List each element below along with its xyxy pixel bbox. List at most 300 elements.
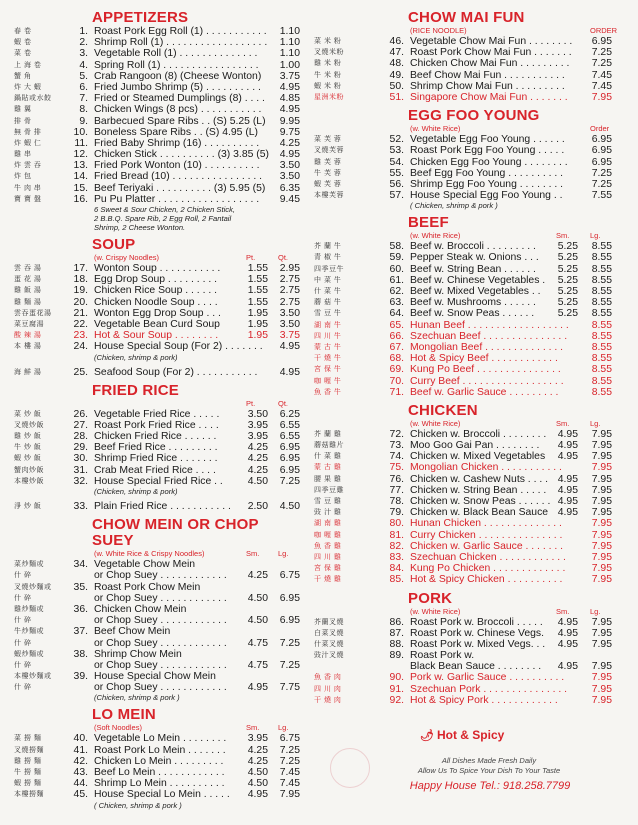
price-large: 3.75 xyxy=(279,330,300,342)
menu-item xyxy=(14,104,300,115)
column-label-p2: Lg. xyxy=(278,549,289,559)
item-number: 23. xyxy=(73,330,88,342)
chinese-name: 本樓炒飯 xyxy=(14,477,44,485)
menu-item xyxy=(14,593,300,604)
price-large: 7.95 xyxy=(591,683,612,695)
menu-item xyxy=(314,179,612,190)
menu-item xyxy=(14,733,300,744)
section-title-appetizers: APPETIZERS xyxy=(92,9,189,26)
item-number: 91. xyxy=(389,683,404,695)
price-small: 4.25 xyxy=(247,570,268,582)
item-number: 18. xyxy=(73,274,88,286)
menu-item xyxy=(14,559,300,570)
menu-item xyxy=(314,617,612,628)
item-name: Shrimp Lo Mein . . . . . . . . . . xyxy=(94,778,225,790)
price-large: 3.75 xyxy=(279,70,300,82)
menu-item xyxy=(314,145,612,156)
price-large: 4.50 xyxy=(279,501,300,512)
item-name: Beef Fried Rice . . . . . . . . . xyxy=(94,442,218,454)
menu-item xyxy=(314,353,612,364)
price-large: 7.25 xyxy=(279,659,300,671)
price-small: 1.55 xyxy=(247,285,268,297)
chinese-name: 牛 米 粉 xyxy=(314,71,342,79)
section-title-chicken: CHICKEN xyxy=(408,401,478,419)
price-large: 7.95 xyxy=(591,91,612,103)
price-large: 7.95 xyxy=(591,563,612,575)
chinese-name: 牛 芙 蓉 xyxy=(314,169,342,177)
item-name: Fried or Steamed Dumplings (8) . . . . xyxy=(94,93,265,105)
price-small: 4.25 xyxy=(247,464,268,476)
price-small: 5.25 xyxy=(557,297,578,309)
menu-item xyxy=(314,650,612,661)
item-name: Roast Pork w. Mixed Vegs. . . xyxy=(410,638,546,650)
chinese-name: 中 菜 牛 xyxy=(314,276,342,284)
chinese-name: 本 樓 湯 xyxy=(14,343,42,351)
price-large: 6.35 xyxy=(279,182,300,194)
price-large: 6.25 xyxy=(279,408,300,420)
chinese-name: 牛 炒 飯 xyxy=(14,444,42,452)
item-number: 17. xyxy=(73,263,88,274)
item-number: 24. xyxy=(73,341,88,353)
section-subheader xyxy=(410,607,612,617)
item-number: 12. xyxy=(73,149,88,161)
menu-item xyxy=(314,451,612,462)
item-name: Roast Pork w. xyxy=(410,650,475,662)
item-name: Hot & Spicy Chicken . . . . . . . . . . xyxy=(410,574,563,586)
price-large: 6.95 xyxy=(279,592,300,604)
price-large: 8.55 xyxy=(591,330,612,342)
item-number: 82. xyxy=(389,540,404,552)
price-small: 1.55 xyxy=(247,263,268,274)
price-small: 4.25 xyxy=(247,453,268,465)
item-number: 65. xyxy=(389,319,404,331)
section-title-beef: BEEF xyxy=(408,214,449,232)
section-title-chow-mai-fun: CHOW MAI FUN xyxy=(408,9,525,26)
price-large: 7.95 xyxy=(591,473,612,485)
chinese-name: 四季豆雞 xyxy=(314,486,344,494)
item-name: Roast Pork w. Chinese Vegs. xyxy=(410,627,544,639)
item-number: 59. xyxy=(389,252,404,264)
chinese-name: 什 碎 xyxy=(14,661,32,669)
item-name: Vegetable Lo Mein . . . . . . . . xyxy=(94,733,227,745)
price-large: 7.25 xyxy=(279,475,300,487)
item-name: Kung Po Chicken . . . . . . . . . . . . . xyxy=(410,563,566,575)
item-name: Vegetable Egg Foo Young . . . . . . xyxy=(410,134,565,146)
item-description: (Chicken, shrimp & pork) xyxy=(94,487,178,496)
chinese-name: 本樓芙蓉 xyxy=(314,192,344,200)
chinese-name: 淨 炒 飯 xyxy=(14,503,42,510)
item-name: Roast Pork Chow Mein xyxy=(94,581,201,593)
menu-item xyxy=(314,530,612,541)
item-number: 88. xyxy=(389,638,404,650)
price-small: 4.95 xyxy=(557,638,578,650)
menu-item xyxy=(14,48,300,59)
chinese-name: 芥 蘭 雞 xyxy=(314,430,342,438)
menu-item xyxy=(14,626,300,637)
price-large: 7.25 xyxy=(279,637,300,649)
chinese-name: 宮 保 雞 xyxy=(314,565,342,573)
left-column xyxy=(14,10,300,815)
item-number: 81. xyxy=(389,529,404,541)
item-number: 35. xyxy=(73,581,88,593)
section-subheader xyxy=(94,723,300,733)
chinese-name: 什 碎 xyxy=(14,684,32,692)
price-large: 6.95 xyxy=(279,442,300,454)
column-label-p1: Sm. xyxy=(556,606,570,616)
item-number: 72. xyxy=(389,428,404,440)
stamp-seal xyxy=(330,748,370,788)
chinese-name: 炸 雲 吞 xyxy=(14,162,42,170)
item-number: 36. xyxy=(73,603,88,615)
section-title-soup: SOUP xyxy=(92,236,136,253)
price-small: 5.25 xyxy=(557,263,578,275)
item-name: Vegetable Bean Curd Soup xyxy=(94,318,220,330)
price-large: 7.95 xyxy=(279,789,300,801)
chinese-name: 蒙 古 雞 xyxy=(314,464,342,472)
item-name: Wonton Soup . . . . . . . . . . . xyxy=(94,263,221,274)
item-name: Spring Roll (1) . . . . . . . . . . . . . . . . . xyxy=(94,59,259,71)
price-large: 8.55 xyxy=(591,353,612,365)
menu-item xyxy=(14,649,300,660)
menu-item xyxy=(314,320,612,331)
section-title-fried-rice: FRIED RICE xyxy=(92,381,180,399)
menu-item xyxy=(14,476,300,487)
price-large: 6.95 xyxy=(591,134,612,146)
price-large: 9.75 xyxy=(279,126,300,138)
item-name: Beef Chow Mein xyxy=(94,626,171,638)
item-name: or Chop Suey . . . . . . . . . . . . xyxy=(94,637,227,649)
price-large: 3.50 xyxy=(279,171,300,183)
price-large: 7.25 xyxy=(591,58,612,70)
item-name: Chicken w. Cashew Nuts . . . . xyxy=(410,473,549,485)
chinese-name: 炸 包 xyxy=(14,173,32,181)
chinese-name: 雞 炒 飯 xyxy=(14,433,42,441)
menu-item xyxy=(14,745,300,756)
menu-item xyxy=(14,319,300,330)
chinese-name: 什菜叉燒 xyxy=(314,640,344,648)
price-large: 8.55 xyxy=(591,263,612,275)
right-column xyxy=(314,9,618,711)
item-number: 28. xyxy=(73,431,88,443)
menu-item xyxy=(314,563,612,574)
price-small: 4.95 xyxy=(557,616,578,628)
item-name: Beef w. Mushrooms . . . . . . xyxy=(410,297,536,309)
chinese-name: 豉 汁 雞 xyxy=(314,509,342,517)
price-large: 7.95 xyxy=(591,428,612,440)
price-large: 2.75 xyxy=(279,274,300,286)
item-number: 41. xyxy=(73,744,88,756)
price-large: 6.55 xyxy=(279,419,300,431)
price-small: 1.95 xyxy=(247,307,268,319)
item-number: 78. xyxy=(389,496,404,507)
chinese-name: 蝦 卷 xyxy=(14,39,32,47)
menu-item xyxy=(314,684,612,695)
item-name: Chicken Stick . . . . . . . . . . (3) 3.85 (5) xyxy=(94,149,269,161)
chinese-name: 蝦 炒 飯 xyxy=(14,455,42,463)
price-small: 4.95 xyxy=(557,440,578,452)
section-title-lo-mein: LO MEIN xyxy=(92,706,156,724)
price-small: 4.25 xyxy=(247,744,268,756)
item-number: 66. xyxy=(389,330,404,342)
item-name: Roast Pork Chow Mai Fun . . . . . . . xyxy=(410,47,572,59)
menu-item xyxy=(314,440,612,451)
item-name: Chicken w. Garlic Sauce . . . . . . . xyxy=(410,540,564,552)
price-large: 9.45 xyxy=(279,193,300,205)
menu-item xyxy=(14,149,300,160)
item-number: 3. xyxy=(79,48,88,60)
item-description: Shrimp, 2 Cheese Wonton. xyxy=(94,223,186,232)
pepper-icon: 🌶 xyxy=(420,730,434,742)
price-small: 5.25 xyxy=(557,308,578,320)
chinese-name: 什 碎 xyxy=(14,594,32,602)
price-small: 4.75 xyxy=(247,637,268,649)
chinese-name: 星洲米粉 xyxy=(314,93,344,101)
menu-item xyxy=(14,60,300,71)
menu-item xyxy=(314,541,612,552)
item-name: Hunan Beef . . . . . . . . . . . . . . . . . . xyxy=(410,319,569,331)
item-number: 16. xyxy=(73,193,88,205)
item-name: Crab Meat Fried Rice . . . . xyxy=(94,464,216,476)
menu-item xyxy=(314,639,612,650)
item-number: 31. xyxy=(73,464,88,476)
menu-item xyxy=(314,252,612,263)
menu-item xyxy=(314,485,612,496)
item-name: Vegetable Fried Rice . . . . . xyxy=(94,408,220,420)
chinese-name: 叉燒撈麵 xyxy=(14,746,44,754)
chinese-name: 四季豆牛 xyxy=(314,265,344,273)
chinese-name: 蝦 米 粉 xyxy=(314,82,342,90)
chinese-name: 叉燒芙蓉 xyxy=(314,147,344,155)
item-number: 43. xyxy=(73,767,88,778)
chinese-name: 四 川 肉 xyxy=(314,685,342,693)
item-name: Roast Pork Egg Roll (1) . . . . . . . . . . . xyxy=(94,26,267,37)
chinese-name: 青 椒 牛 xyxy=(314,254,342,262)
column-label-p1: Sm. xyxy=(556,418,570,428)
price-large: 4.95 xyxy=(279,149,300,161)
price-large: 2.95 xyxy=(279,263,300,274)
price-large: 4.95 xyxy=(279,81,300,93)
chinese-name: 雞 飯 湯 xyxy=(14,287,42,295)
item-number: 7. xyxy=(79,93,88,105)
price-large: 8.55 xyxy=(591,375,612,387)
item-name: Fried Baby Shrimp (16) . . . . . . . . . . xyxy=(94,137,260,149)
item-number: 42. xyxy=(73,755,88,767)
price-large: 1.10 xyxy=(279,26,300,37)
item-number: 45. xyxy=(73,789,88,801)
section-note: (w. White Rice) xyxy=(410,418,461,428)
hot-spicy-legend xyxy=(420,728,504,742)
item-number: 15. xyxy=(73,182,88,194)
price-large: 7.95 xyxy=(591,551,612,563)
price-small: 3.50 xyxy=(247,408,268,420)
item-number: 19. xyxy=(73,285,88,297)
item-name: House Special Soup (For 2) . . . . . . . xyxy=(94,341,263,353)
menu-item xyxy=(14,671,300,682)
item-name: Kung Po Beef . . . . . . . . . . . . . . . xyxy=(410,364,561,376)
item-number: 90. xyxy=(389,672,404,684)
menu-item xyxy=(314,574,612,585)
chinese-name: 雞 芙 蓉 xyxy=(314,158,342,166)
item-number: 2. xyxy=(79,37,88,49)
menu-item xyxy=(14,582,300,593)
price-small: 5.25 xyxy=(557,241,578,253)
chinese-name: 干 燒 肉 xyxy=(314,696,342,704)
item-number: 4. xyxy=(79,59,88,71)
menu-item xyxy=(14,297,300,308)
menu-item xyxy=(314,36,612,47)
item-number: 92. xyxy=(389,694,404,706)
menu-item xyxy=(14,615,300,626)
item-name: Roast Pork Egg Foo Young . . . . . xyxy=(410,145,565,157)
price-large: 7.95 xyxy=(591,529,612,541)
item-name: Fried Jumbo Shrimp (5) . . . . . . . . . . xyxy=(94,81,261,93)
menu-item xyxy=(14,26,300,37)
section-subheader xyxy=(410,26,618,36)
menu-item xyxy=(14,127,300,138)
price-large: 8.55 xyxy=(591,274,612,286)
item-name: Chicken Noodle Soup . . . . xyxy=(94,296,218,308)
item-name: Chicken w. Black Bean Sauce xyxy=(410,507,549,519)
price-large: 7.95 xyxy=(591,672,612,684)
menu-item xyxy=(14,756,300,767)
menu-item xyxy=(314,429,612,440)
section-title-egg-foo-young: EGG FOO YOUNG xyxy=(408,107,540,125)
price-large: 7.95 xyxy=(591,661,612,673)
chinese-name: 上 海 卷 xyxy=(14,61,42,69)
price-large: 7.25 xyxy=(591,178,612,190)
menu-item xyxy=(14,501,300,512)
price-large: 1.00 xyxy=(279,59,300,71)
item-name: Mongolian Chicken . . . . . . . . . . . xyxy=(410,462,562,474)
item-number: 21. xyxy=(73,307,88,319)
menu-item xyxy=(14,465,300,476)
column-label-p1: Sm. xyxy=(246,723,260,733)
menu-item xyxy=(14,330,300,341)
item-number: 44. xyxy=(73,778,88,790)
chinese-name: 湖 南 雞 xyxy=(314,520,342,528)
item-number: 8. xyxy=(79,104,88,116)
price-small: 4.75 xyxy=(247,659,268,671)
chinese-name: 叉燒炒飯 xyxy=(14,421,44,429)
price-large: 8.55 xyxy=(591,252,612,264)
item-name: Pork w. Garlic Sauce . . . . . . . . . . xyxy=(410,672,565,684)
item-number: 87. xyxy=(389,627,404,639)
chinese-name: 春 卷 xyxy=(14,28,32,35)
item-number: 40. xyxy=(73,733,88,745)
item-name: Egg Drop Soup . . . . . . . . . xyxy=(94,274,218,286)
chinese-name: 菜 卷 xyxy=(14,50,32,58)
menu-item xyxy=(14,660,300,671)
item-name: Barbecued Spare Ribs . . (S) 5.25 (L) xyxy=(94,115,266,127)
item-name: Wonton Egg Drop Soup . . . xyxy=(94,307,221,319)
price-small: 4.95 xyxy=(557,428,578,440)
chinese-name: 白菜叉燒 xyxy=(314,629,344,637)
price-small: 4.50 xyxy=(247,475,268,487)
item-number: 53. xyxy=(389,145,404,157)
price-small: 1.55 xyxy=(247,274,268,286)
column-label-p2: Order xyxy=(590,124,610,134)
price-large: 7.75 xyxy=(279,682,300,694)
item-number: 67. xyxy=(389,341,404,353)
item-name: Seafood Soup (For 2) . . . . . . . . . . . xyxy=(94,366,258,378)
item-number: 39. xyxy=(73,671,88,683)
chinese-name: 雞炒麵或 xyxy=(14,605,44,613)
chinese-name: 魚 香 雞 xyxy=(314,542,342,550)
item-name: Beef w. Mixed Vegetables . . xyxy=(410,286,541,297)
chinese-name: 蒙 古 牛 xyxy=(314,343,342,351)
item-description: ( Chicken, shrimp & pork ) xyxy=(94,800,182,810)
menu-item xyxy=(14,71,300,82)
chinese-name: 菜 米 粉 xyxy=(314,38,342,45)
menu-item xyxy=(14,116,300,127)
menu-item xyxy=(14,308,300,319)
price-small: 4.50 xyxy=(247,767,268,778)
price-large: 8.55 xyxy=(591,297,612,309)
item-number: 64. xyxy=(389,308,404,320)
item-name: Roast Pork Fried Rice . . . . xyxy=(94,419,219,431)
item-description: (Chicken, shrimp & pork) xyxy=(94,352,178,362)
item-name: or Chop Suey . . . . . . . . . . . . xyxy=(94,615,227,627)
chinese-name: 什 碎 xyxy=(14,572,32,580)
chinese-name: 干 燒 牛 xyxy=(314,355,342,363)
chinese-name: 蟹肉炒飯 xyxy=(14,466,44,474)
item-name: Szechuan Chicken . . . . . . . . . . . . xyxy=(410,551,566,563)
menu-item xyxy=(14,285,300,296)
section-title-pork: PORK xyxy=(408,589,453,607)
price-large: 3.50 xyxy=(279,160,300,172)
footer-fresh-note: All Dishes Made Fresh Daily xyxy=(441,756,537,765)
item-number: 55. xyxy=(389,167,404,179)
menu-item xyxy=(314,81,612,92)
chinese-name: 蛋 花 湯 xyxy=(14,276,42,284)
chinese-name: 魚 香 肉 xyxy=(314,674,342,682)
chinese-name: 牛炒麵或 xyxy=(14,628,44,636)
item-number: 49. xyxy=(389,69,404,81)
price-large: 7.95 xyxy=(591,440,612,452)
price-large: 8.55 xyxy=(591,386,612,398)
item-number: 48. xyxy=(389,58,404,70)
chinese-name: 本樓炒麵或 xyxy=(14,673,52,681)
menu-item xyxy=(314,308,612,319)
price-large: 7.25 xyxy=(279,744,300,756)
section-note: (w. Crispy Noodles) xyxy=(94,253,160,262)
item-name: House Special Chow Mein xyxy=(94,671,216,683)
item-name: or Chop Suey . . . . . . . . . . . . xyxy=(94,682,227,694)
section-note: (w. White Rice) xyxy=(410,124,461,134)
item-name: Chicken Chow Mai Fun . . . . . . . . . xyxy=(410,58,570,70)
item-name: Beef w. Chinese Vegetables . xyxy=(410,274,546,286)
price-large: 7.25 xyxy=(279,755,300,767)
price-large: 2.75 xyxy=(279,296,300,308)
item-number: 83. xyxy=(389,551,404,563)
item-name: Beef w. String Bean . . . . . . xyxy=(410,263,536,275)
item-name: Crab Rangoon (8) (Cheese Wonton) xyxy=(94,70,262,82)
chinese-name: 雞 麵 湯 xyxy=(14,298,42,306)
price-large: 7.25 xyxy=(591,167,612,179)
item-number: 62. xyxy=(389,286,404,297)
item-name: Hot & Sour Soup . . . . . . . . xyxy=(94,330,219,342)
menu-item xyxy=(314,518,612,529)
item-name: Curry Beef . . . . . . . . . . . . . . . . . . xyxy=(410,375,564,387)
menu-item xyxy=(314,58,612,69)
item-number: 60. xyxy=(389,263,404,275)
menu-item xyxy=(314,364,612,375)
item-number: 6. xyxy=(79,81,88,93)
item-number: 30. xyxy=(73,453,88,465)
section-subheader xyxy=(410,419,612,429)
item-name: Curry Chicken . . . . . . . . . . . . . . . xyxy=(410,529,563,541)
item-number: 85. xyxy=(389,574,404,586)
